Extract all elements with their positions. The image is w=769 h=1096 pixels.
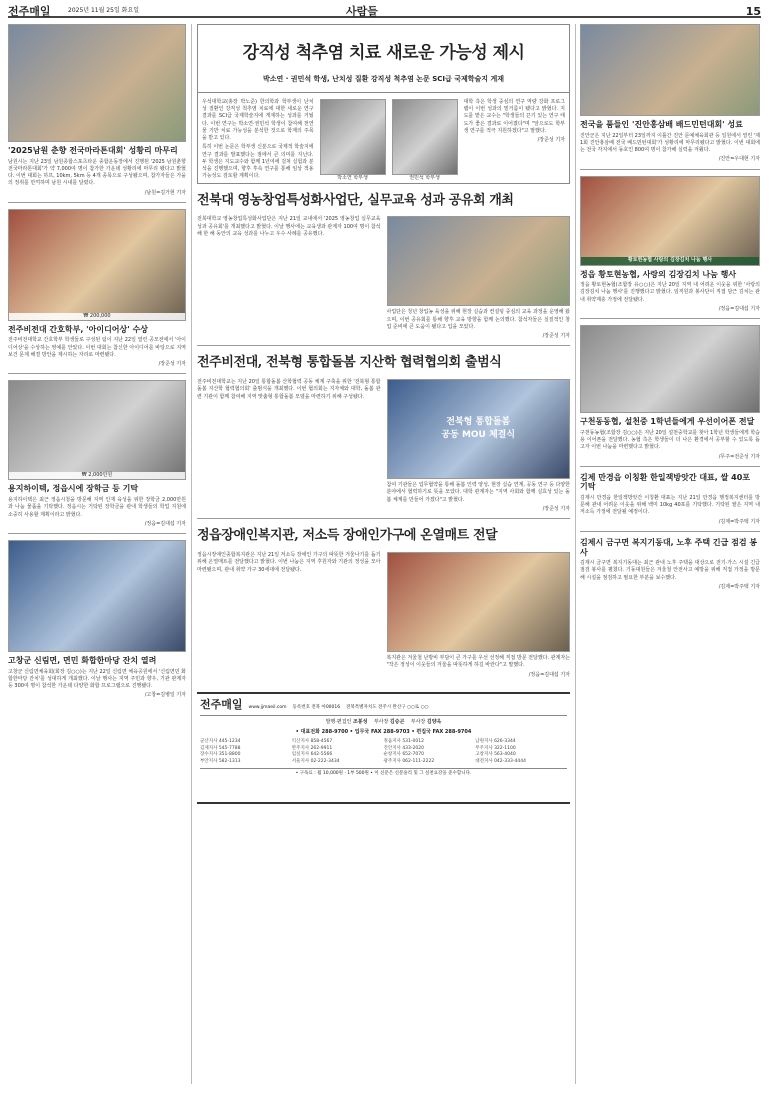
mou-banner-line2: 공동 MOU 체결식	[441, 430, 516, 441]
story-headline: 전주비전대 간호학부, '아이디어상' 수상	[8, 324, 148, 334]
story-body: 복지관은 겨울철 난방비 부담이 큰 가구를 우선 선정해 직접 방문 전달했다. 관계자는 "작은 정성이 이웃들의 겨울을 따뜻하게 하길 바란다"고 말했다.	[386, 655, 570, 669]
bureau-list	[200, 739, 567, 765]
page-header	[8, 4, 761, 18]
story-body: 정읍시장애인종합복지관은 지난 21일 저소득 장애인 가구의 따뜻한 겨울나기를 돕기 위해 온열매트를 전달했다고 밝혔다. 이번 나눔은 지역 후원자와 기관의 정성을 모아 마련됐으며, 관내 취약 가구 30세대에 전달됐다.	[197, 552, 381, 573]
center-column	[197, 24, 570, 804]
story-kimchi	[580, 176, 760, 320]
portrait-2	[392, 99, 458, 183]
portrait-photo	[320, 99, 386, 175]
story-body: 고창군 신림면체육회(회장 김○○)는 지난 22일 신림면 체육공원에서 '신림면민 화합한마당 잔치'를 성대하게 개최했다. 이날 행사는 지역 주민과 향우, 기관 관계자 등 300여 명이 참석한 가운데 다양한 화합 프로그램으로 진행됐다.	[8, 668, 186, 690]
story-headline: 전북대 영농창업특성화사업단, 실무교육 성과 공유회 개최	[197, 192, 514, 208]
bureau-entry: 광주지사 062-111-2222	[383, 758, 435, 764]
story-body: 김제시 만경읍 한일잭방앗간 이칭환 대표는 지난 21일 만경읍 행정복지센터를 방문해 관내 어려운 이웃을 위해 백미 10kg 40포를 기탁했다. 기탁된 쌀은 지역 내 저소득 가정에 전달될 예정이다.	[580, 494, 760, 516]
footer-note: • 구독료 : 월 10,000원 · 1부 500원 • 이 신문은 신문윤리 및 그 실천요강을 준수합니다.	[200, 768, 567, 778]
bureau-entry: 진안지사 433-2020	[383, 745, 424, 751]
portrait-caption: 박소연 학부생	[337, 174, 368, 181]
page-number: 15	[745, 5, 761, 18]
portrait-photo	[392, 99, 458, 175]
story-earphones	[580, 325, 760, 467]
masthead-footer	[197, 692, 570, 804]
staff-name: 김양옥	[426, 718, 442, 725]
story-byline: /고창=김병일 기자	[144, 692, 186, 699]
story-byline: /장준성 기자	[542, 505, 570, 512]
marathon-photo	[8, 24, 186, 142]
bureau-entry: 부안지사 582-1313	[200, 758, 241, 764]
lead-body: 특히 이번 논문은 학부생 신분으로 국제적 학술지에 연구 결과를 발표했다는 점에서 큰 의미를 지닌다. 두 학생은 지도교수와 함께 1년여에 걸쳐 실험과 분석을 진행했으며, 향후 후속 연구를 통해 임상 적용 가능성도 검토할 계획이다.	[202, 144, 314, 180]
lead-subheadline: 박소연 · 권민석 학생, 난치성 질환 강직성 척추염 논문 SCI급 국제학술지 게재	[262, 74, 504, 83]
festival-photo	[8, 540, 186, 652]
story-headline: 용지하이텍, 정읍시에 장학금 등 기탁	[8, 484, 139, 494]
mou-banner-line1: 전북형 통합돌봄	[446, 417, 511, 428]
lead-body: 대학 측은 학생 중심의 연구 역량 강화 프로그램이 이번 성과의 밑거름이 됐다고 밝혔다. 지도를 맡은 교수는 "학생들의 끈기 있는 연구 태도가 좋은 결과로 이어졌다"며 "앞으로도 학부생 연구를 적극 지원하겠다"고 말했다.	[463, 98, 565, 134]
story-body: 정읍 황토현농협(조합장 유○○)은 지난 20일 지역 내 어려운 이웃을 위한 '사랑의 김장김치 나눔 행사'를 진행했다고 밝혔다. 임직원과 봉사단이 직접 담근 김치는 관내 취약계층 가정에 전달됐다.	[580, 282, 760, 303]
story-headline: 고창군 신림면, 면민 화합한마당 잔치 열려	[8, 656, 157, 666]
story-headline: 전주비전대, 전북형 통합돌봄 지산학 협력협의회 출범식	[197, 355, 502, 371]
story-body: 전주비전대학교는 지난 20일 통합돌봄 산학협력 공동 체계 구축을 위한 '전북형 통합돌봄 지산학 협력협의회' 출범식을 개최했다. 이번 협의회는 지자체와 대학, 돌봄 관련 기관이 함께 참여해 지역 맞춤형 통합돌봄 모델을 마련하기 위해 구성됐다.	[197, 379, 381, 400]
bureau-entry: 무주지사 322-1100	[475, 745, 516, 751]
portrait-1	[320, 99, 386, 183]
kimchi-banner: 황토현농협 사랑의 김장김치 나눔 행사	[581, 257, 759, 264]
footer-staff	[200, 716, 567, 729]
check-label: ₩ 2,000만원	[9, 472, 185, 479]
donation-photo	[8, 380, 186, 480]
story-byline: /장준성 기자	[537, 137, 565, 144]
story-festival	[8, 540, 186, 705]
story-scholarship	[8, 380, 186, 534]
story-body: 사업단은 청년 창업농 육성을 위해 현장 실습과 컨설팅 중심의 교육 과정을 운영해 왔으며, 이번 공유회를 통해 향후 교육 방향을 함께 논의했다. 참석자들은 실질적인 창업 준비에 큰 도움이 됐다고 입을 모았다.	[386, 309, 570, 330]
story-housing-check	[580, 538, 760, 596]
story-marathon	[8, 24, 186, 203]
lead-story	[197, 24, 570, 184]
story-byline: /정읍=김대섭 기자	[528, 671, 570, 678]
bureau-entry: 순창지사 652-7070	[383, 752, 424, 758]
story-agri-startup	[197, 192, 570, 347]
story-body: 남원시는 지난 23일 남원종합스포츠타운 종합운동장에서 진행된 '2025 남원춘향 전국마라톤대회'가 약 7,000여 명이 참가한 가운데 성황리에 마무리 됐다고 밝혔다. 이번 대회는 하프, 10km, 5km 등 4개 종목으로 구성됐으며, 참가자들은 가을의 정취를 만끽하며 남원 시내를 달렸다.	[8, 158, 186, 187]
story-byline: /정읍=김대섭 기자	[718, 305, 760, 312]
story-headline: '2025남원 춘향 전국마라톤대회' 성황리 마무리	[8, 146, 178, 155]
story-byline: /장준성 기자	[542, 333, 570, 340]
issue-date: 2025년 11월 25일 화요일	[68, 7, 140, 14]
staff-role: 부사장	[373, 718, 389, 725]
footer-phones: • 대표전화 288-9700 • 업무국 FAX 288-9703 • 편집국 FAX 288-9704	[295, 729, 472, 735]
footer-website[interactable]: www.jjmaeil.com	[248, 704, 287, 710]
group-photo	[387, 216, 571, 306]
story-nursing-award	[8, 209, 186, 375]
story-headline: 김제 만경읍 이칭환 한일잭방앗간 대표, 쌀 40포 기탁	[580, 472, 750, 492]
check-label: ₩ 200,000	[9, 313, 185, 320]
story-headline: 정읍장애인복지관, 저소득 장애인가구에 온열매트 전달	[197, 528, 498, 544]
story-badminton	[580, 24, 760, 170]
left-column	[8, 24, 186, 711]
story-byline: /김제=박주택 기자	[718, 583, 760, 590]
story-integrated-care	[197, 354, 570, 519]
footer-registration: 등록번호 전북 아00016	[292, 704, 341, 710]
story-body: 참여 기관들은 업무협약을 통해 돌봄 인력 양성, 현장 실습 연계, 공동 연구 등 다양한 분야에서 협력하기로 뜻을 모았다. 대학 관계자는 "지역 사회와 함께 실효성 있는 돌봄 체계를 만들어 가겠다"고 밝혔다.	[386, 482, 570, 503]
bureau-entry: 장수지사 351-8800	[200, 752, 241, 758]
story-heat-mats	[197, 527, 570, 684]
bureau-entry: 김제지사 545-7788	[200, 745, 241, 751]
lead-body: 우석대학교(총장 박노준) 한의학과 학부생이 난치성 질환인 강직성 척추염 치료에 대한 새로운 연구 결과를 SCI급 국제학술지에 게재하는 성과를 거뒀다. 이번 연구는 박소연·권민석 학생이 참여해 천연물 기반 치료 가능성을 분석한 것으로 학계의 주목을 받고 있다.	[202, 98, 314, 142]
staff-name: 조봉성	[352, 718, 368, 725]
bureau-entry: 고창지사 563-4040	[475, 752, 516, 758]
lead-headline: 강직성 척추염 치료 새로운 가능성 제시	[242, 43, 525, 63]
story-byline: /진안=우대현 기자	[718, 156, 760, 163]
story-byline: /김제=박주택 기자	[718, 518, 760, 525]
students-photo	[580, 325, 760, 413]
story-body: 용지하이텍은 최근 정읍시청을 방문해 지역 인재 육성을 위한 장학금 2,000만원과 나눔 물품을 기탁했다. 정읍시는 기탁된 장학금을 관내 학생들의 학업 지원에 소중히 사용할 계획이라고 밝혔다.	[8, 497, 186, 518]
bureau-entry: 서울지사 02-222-3434	[291, 758, 340, 764]
bureau-entry: 정읍지사 531-0012	[383, 739, 424, 745]
story-byline: /장준성 기자	[158, 361, 186, 368]
column-rule	[191, 24, 192, 1084]
story-body: 구천동농협(조합장 김○○)은 지난 20일 설천중학교를 찾아 1학년 학생들에게 학습용 이어폰을 전달했다. 농협 측은 학생들이 더 나은 환경에서 공부할 수 있도록 돕고자 이번 나눔을 마련했다고 밝혔다.	[580, 429, 760, 451]
story-body: 김제시 금구면 복지기동대는 최근 관내 노후 주택을 대상으로 전기·가스 시설 긴급 점검 봉사를 펼쳤다. 기동대원들은 겨울철 안전사고 예방을 위해 직접 가정을 방문해 시설을 점검하고 필요한 부분을 보수했다.	[580, 560, 760, 581]
bureau-entry: 임실지사 642-5566	[291, 752, 333, 758]
staff-role: 부사장	[410, 718, 426, 725]
newspaper-name: 전주매일	[8, 5, 51, 18]
story-body: 진안군은 지난 22일부터 23일까지 이틀간 진안 문예체육회관 등 일원에서 열린 '제1회 진안홍삼배 전국 배드민턴대회'가 성황리에 마무리됐다고 밝혔다. 이번 대회에는 전국 각지에서 동호인 800여 명이 참가해 실력을 겨뤘다.	[580, 132, 760, 154]
story-byline: /남원=김가현 기자	[144, 189, 186, 196]
badminton-photo	[580, 24, 760, 116]
story-body: 전북대학교 영농창업특성화사업단은 지난 21일 교내에서 '2025 영농창업 실무교육 성과 공유회'를 개최했다고 밝혔다. 이날 행사에는 교육생과 관계자 100여 명이 참석해 한 해 동안의 교육 성과를 나누고 우수 사례를 공유했다.	[197, 216, 381, 237]
portrait-caption: 권민석 학부생	[409, 174, 440, 181]
right-column	[580, 24, 760, 602]
kimchi-photo	[580, 176, 760, 266]
bureau-entry: 남원지사 626-3344	[475, 739, 516, 745]
story-rice	[580, 473, 760, 532]
story-headline: 구천동동협, 설천중 1학년들에게 우선이어폰 전달	[580, 417, 755, 427]
donation-photo	[387, 552, 571, 652]
bureau-entry: 대전지사 042-333-4444	[475, 758, 526, 764]
story-headline: 전국을 품들인 '진안홍삼배 배드민턴대회' 성료	[580, 120, 743, 129]
bureau-entry: 완주지사 262-9911	[291, 745, 333, 751]
footer-logo: 전주매일	[200, 697, 243, 711]
mou-photo	[387, 379, 571, 479]
story-byline: /정읍=김대섭 기자	[144, 520, 186, 527]
staff-name: 김승곤	[389, 718, 405, 725]
staff-role: 발행·편집인	[325, 718, 352, 725]
footer-address: 전북특별자치도 전주시 완산구 ○○로 ○○	[346, 704, 429, 710]
story-body: 전주비전대학교 간호학부 학생들로 구성된 팀이 지난 22일 열린 공모전에서 '아이디어상'을 수상하는 영예를 안았다. 이번 대회는 참신한 아이디어를 바탕으로 지역 보건 문제 해결 방안을 제시하는 자리로 마련됐다.	[8, 337, 186, 358]
bureau-entry: 익산지사 858-4567	[291, 739, 333, 745]
award-photo	[8, 209, 186, 321]
story-headline: 정읍 황토현농협, 사랑의 김장김치 나눔 행사	[580, 269, 737, 279]
story-headline: 김제시 금구면 복지기동대, 노후 주택 긴급 점검 봉사	[580, 537, 758, 557]
section-title: 사람들	[346, 5, 378, 18]
column-rule	[575, 24, 576, 1084]
story-byline: /무주=전준성 기자	[718, 453, 760, 460]
bureau-entry: 군산지사 445-1234	[200, 739, 241, 745]
